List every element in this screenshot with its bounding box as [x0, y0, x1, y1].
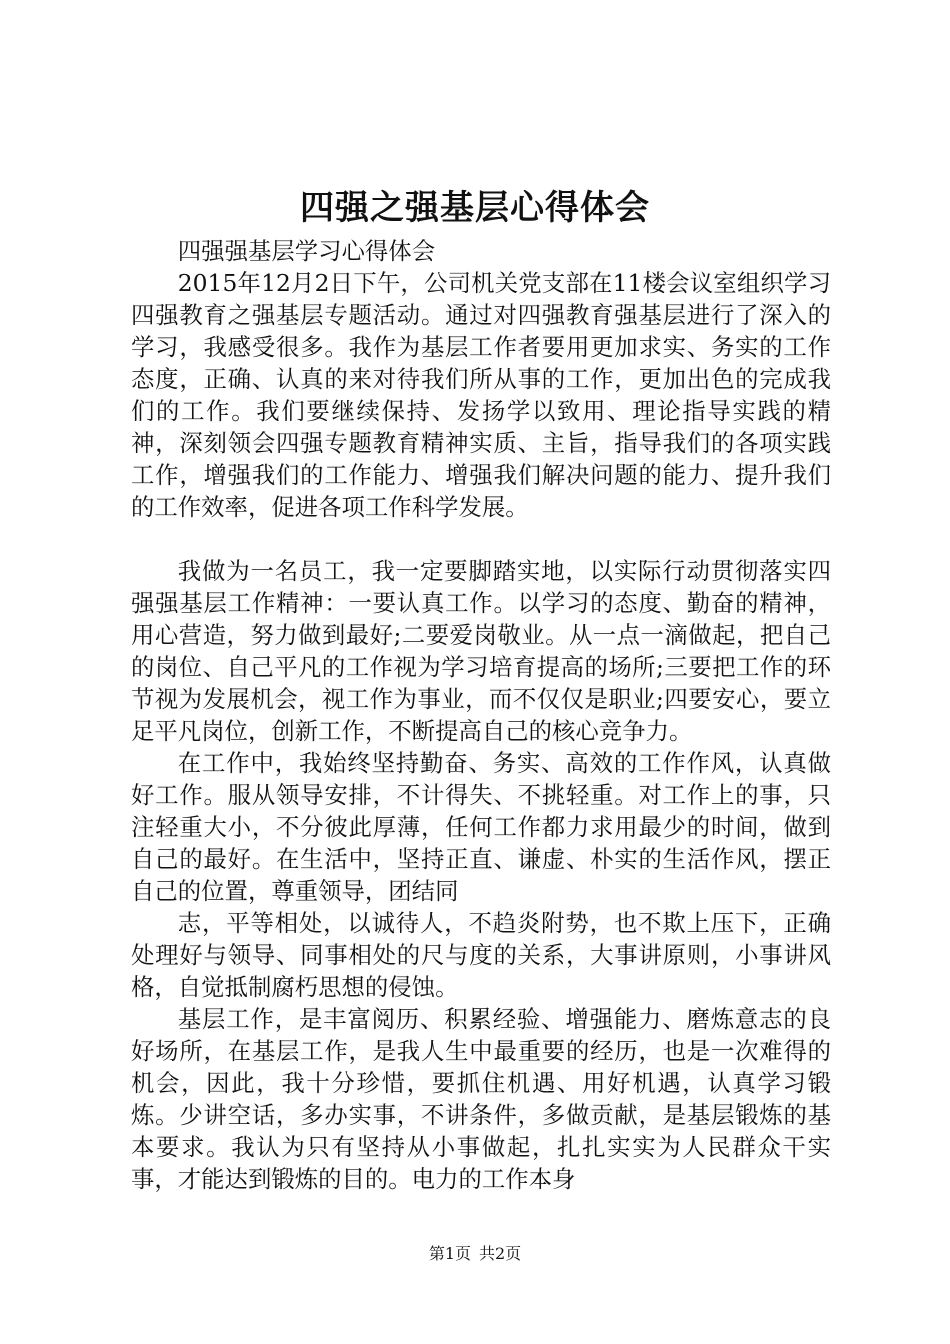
- paragraph-subtitle: 四强强基层学习心得体会: [177, 237, 436, 265]
- document-body: [131, 235, 831, 1195]
- paragraph-2: 我做为一名员工，我一定要脚踏实地，以实际行动贯彻落实四强强基层工作精神：一要认真工作。以学习的态度、勤奋的精神，用心营造，努力做到最好;二要爱岗敬业。从一点一滴做起，把自己的岗位、自己平凡的工作视为学习培育提高的场所;三要把工作的环节视为发展机会，视工作为事业，而不仅仅是职业;四要安心，要立足平凡岗位，创新工作，不断提高自己的核心竞争力。: [131, 557, 831, 745]
- paragraph-4: 志，平等相处，以诚待人，不趋炎附势，也不欺上压下，正确处理好与领导、同事相处的尺与度的关系，大事讲原则，小事讲风格，自觉抵制腐朽思想的侵蚀。: [131, 909, 831, 1001]
- page-footer: [0, 1243, 950, 1265]
- page-number-total: 共2页: [479, 1244, 522, 1263]
- paragraph-5: 基层工作，是丰富阅历、积累经验、增强能力、磨炼意志的良好场所，在基层工作，是我人生中最重要的经历，也是一次难得的机会，因此，我十分珍惜，要抓住机遇、用好机遇，认真学习锻炼。少讲空话，多办实事，不讲条件，多做贡献，是基层锻炼的基本要求。我认为只有坚持从小事做起，扎扎实实为人民群众干实事，才能达到锻炼的目的。电力的工作本身: [131, 1005, 831, 1193]
- document-title: 四强之强基层心得体会: [300, 188, 650, 228]
- paragraph-3: 在工作中，我始终坚持勤奋、务实、高效的工作作风，认真做好工作。服从领导安排，不计得失、不挑轻重。对工作上的事，只注轻重大小，不分彼此厚薄，任何工作都力求用最少的时间，做到自己的最好。在生活中，坚持正直、谦虚、朴实的生活作风，摆正自己的位置，尊重领导，团结同: [131, 749, 831, 905]
- paragraph-1: 2015年12月2日下午，公司机关党支部在11楼会议室组织学习四强教育之强基层专题活动。通过对四强教育强基层进行了深入的学习，我感受很多。我作为基层工作者要用更加求实、务实的工作态度，正确、认真的来对待我们所从事的工作，更加出色的完成我们的工作。我们要继续保持、发扬学以致用、理论指导实践的精神，深刻领会四强专题教育精神实质、主旨，指导我们的各项实践工作，增强我们的工作能力、增强我们解决问题的能力、提升我们的工作效率，促进各项工作科学发展。: [131, 269, 831, 521]
- page-number-current: 第1页: [428, 1244, 471, 1263]
